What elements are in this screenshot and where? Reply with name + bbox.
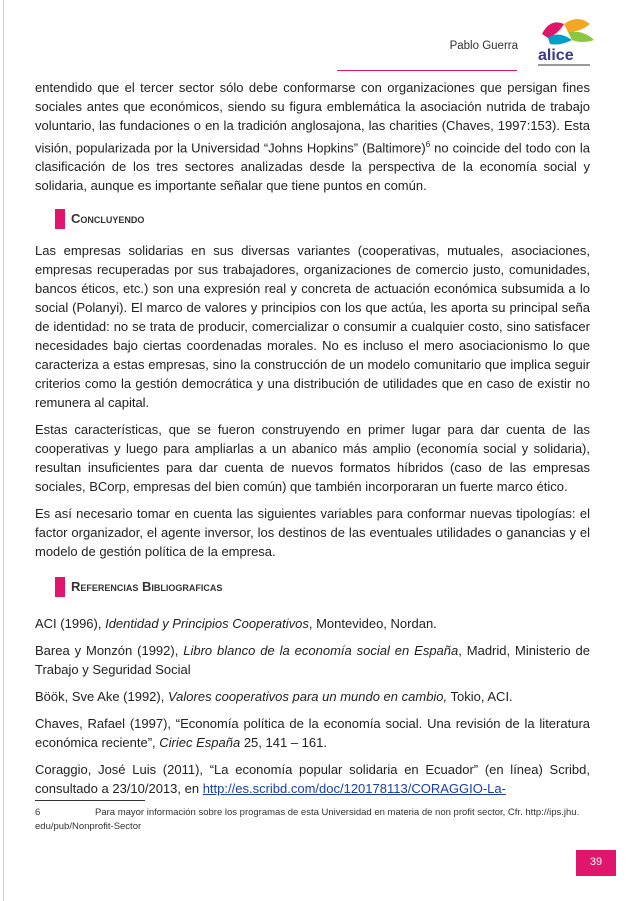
reference-item: ACI (1996), Identidad y Principios Cooperativos, Montevideo, Nordan.	[35, 616, 437, 631]
paragraph: Es así necesario tomar en cuenta las siguientes variables para conformar nuevas tipologías: el factor organizador, el agente inversor, los destinos de las eventuales utilidades o ganancias y el modelo de gestión política de la empresa.	[35, 506, 590, 559]
reference-item: Böök, Sve Ake (1992), Valores cooperativos para un mundo en cambio, Tokio, ACI.	[35, 689, 513, 704]
reference-item: Chaves, Rafael (1997), “Economía política de la economía social. Una revisión de la literatura económica reciente”, Ciriec España 25, 141 – 161.	[35, 716, 590, 750]
footnote-mark: 6	[425, 140, 431, 149]
footnote	[35, 806, 590, 834]
section-title: Referencias Bibliograficas	[71, 579, 223, 594]
page-number: 39	[589, 856, 603, 868]
section1-body	[35, 241, 590, 569]
references-list	[35, 614, 590, 806]
header-rule	[337, 70, 517, 71]
footnote-rule	[35, 800, 145, 801]
svg-text:alice: alice	[538, 47, 574, 64]
paragraph: Las empresas solidarias en sus diversas variantes (cooperativas, mutuales, asociaciones, empresas recuperadas por sus trabajadores, organizaciones de comercio justo, comunidades, bancos éticos, etc.) son una expresión real y concreta de actuación económica subsumida a lo social (Polanyi). El marco de valores y principios con los que actúa, les aporta su principal seña de identidad: no se trata de producir, comercializar o consumir a cualquier costo, sino satisfacer necesidades bajo ciertas coordenadas morales. No es incluso el mero asociacionismo lo que caracteriza a estas empresas, sino la construcción de un modelo comunitario que implica seguir criterios como la gestión democrática y una distribución de utilidades que en caso de existir no remunera al capital.	[35, 243, 590, 410]
paragraph: Estas características, que se fueron construyendo en primer lugar para dar cuenta de las cooperativas y luego para ampliarlas a un abanico más amplio (economía social y solidaria), resultan insuficientes para dar cuenta de nuevos formatos híbridos (caso de las empresas sociales, BCorp, empresas del bien común) que también incorporaran un fuerte marco ético.	[35, 422, 590, 494]
running-header-author: Pablo Guerra	[449, 40, 518, 52]
heading-accent-bar	[55, 577, 65, 597]
section-title: Concluyendo	[71, 211, 145, 226]
intro-text: entendido que el tercer sector sólo debe conformarse con organizaciones que persigan fines sociales antes que económicos, siendo su figura emblemática la asociación nutrida de trabajo voluntario, las fundaciones o en la tradición anglosajona, las charities (Chaves, 1997:153). Esta visión, popularizada por la Universidad “Johns Hopkins” (Baltimore)	[35, 80, 590, 156]
alice-logo	[528, 14, 606, 70]
footnote-text: Para mayor información sobre los programas de esta Universidad en materia de non profit sector, Cfr. http://ips.jhu. edu/pub/Nonprofit-Sector	[35, 807, 580, 832]
page-edge-rule	[3, 0, 4, 901]
reference-link[interactable]: http://es.scribd.com/doc/120178113/CORAGGIO-La-	[202, 781, 506, 796]
footnote-number: 6	[35, 807, 41, 818]
intro-paragraph	[35, 78, 590, 203]
page-number-box	[576, 850, 616, 876]
intro-text-end: no coincide del todo con la clasificación de los tres sectores analizadas desde la perspectiva de la economía social y solidaria, aunque es importante señalar que tiene puntos en común.	[35, 140, 590, 194]
reference-item: Coraggio, José Luis (2011), “La economía popular solidaria en Ecuador” (en línea) Scribd, consultado a 23/10/2013, en http://es.scribd.com/doc/120178113/CORAGGIO-La-	[35, 762, 590, 796]
reference-item: Barea y Monzón (1992), Libro blanco de la economía social en España, Madrid, Ministerio de Trabajo y Seguridad Social	[35, 643, 591, 677]
heading-accent-bar	[55, 209, 65, 229]
